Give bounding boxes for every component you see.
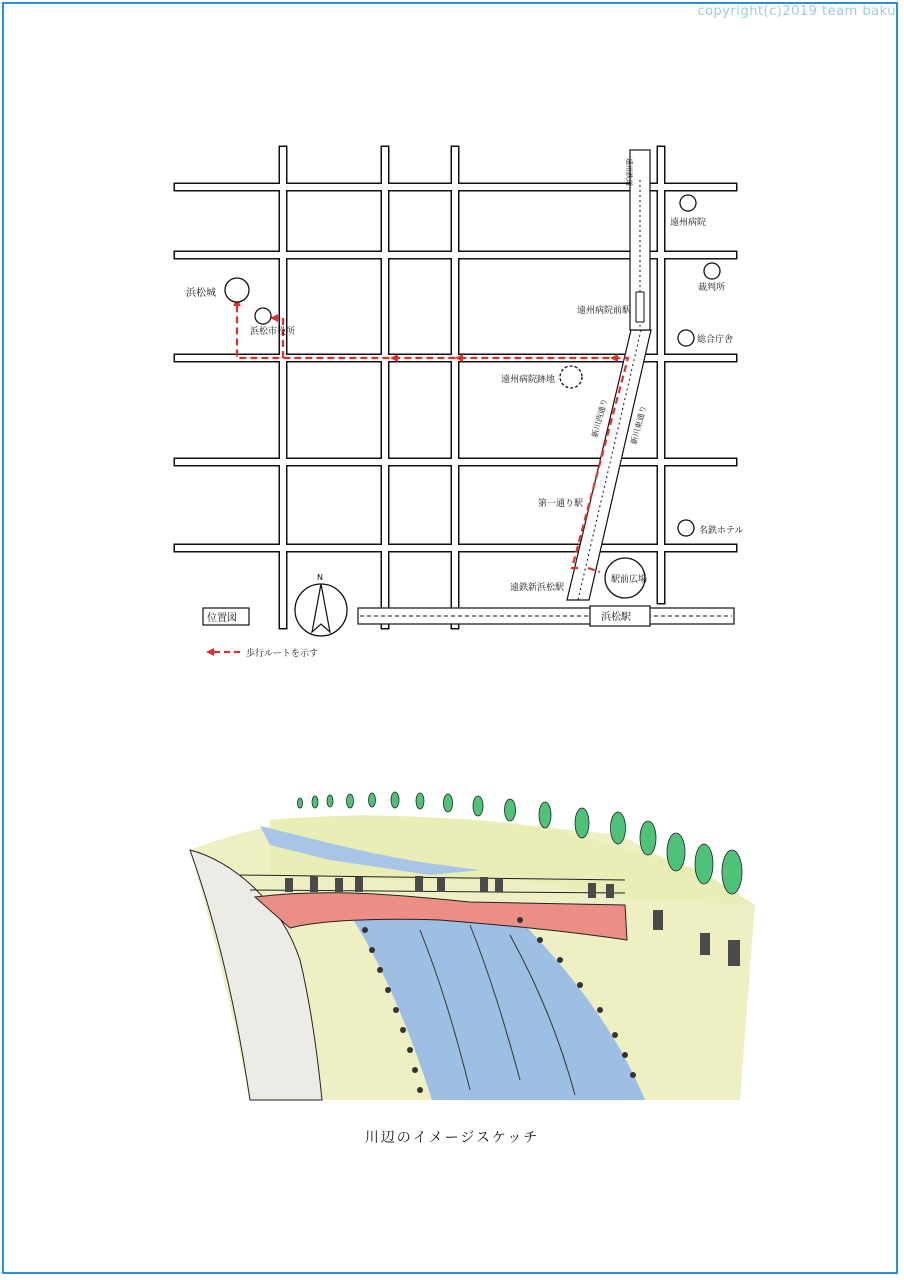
sketch-caption: 川辺のイメージスケッチ bbox=[364, 1130, 540, 1146]
label-map-title: 位置図 bbox=[207, 613, 237, 624]
label-hotel: 名鉄ホテル bbox=[699, 526, 744, 536]
label-hamamatsu-station: 浜松駅 bbox=[601, 612, 631, 623]
label-enshu-railway: 遠州鉄道 bbox=[625, 158, 633, 186]
label-shinkawa-east: 新川東通り bbox=[629, 404, 649, 446]
label-city-hall: 浜松市役所 bbox=[250, 327, 296, 337]
river-sketch bbox=[190, 792, 755, 1100]
label-hospital-mae-station: 遠州病院前駅 bbox=[577, 306, 632, 316]
label-north: N bbox=[317, 573, 323, 582]
court-marker bbox=[704, 263, 720, 279]
label-court: 裁判所 bbox=[698, 283, 726, 293]
north-compass bbox=[295, 584, 347, 636]
legend-text: 歩行ルートを示す bbox=[246, 649, 319, 659]
city-hall-marker bbox=[255, 308, 271, 324]
jr-railway bbox=[358, 606, 734, 626]
label-hospital-site: 遠州病院跡地 bbox=[501, 375, 556, 385]
walking-route bbox=[237, 305, 628, 572]
hospital-site-marker bbox=[560, 366, 582, 388]
hospital-marker bbox=[680, 195, 696, 211]
label-hospital: 遠州病院 bbox=[670, 218, 707, 228]
legend-line bbox=[206, 648, 240, 656]
copyright-text: copyright(c)2019 team baku bbox=[697, 4, 896, 19]
label-station-plaza: 駅前広場 bbox=[611, 575, 648, 585]
hotel-marker bbox=[678, 520, 694, 536]
label-government-office: 総合庁舎 bbox=[697, 335, 734, 345]
castle-marker bbox=[225, 278, 249, 302]
label-daiichi-station: 第一通り駅 bbox=[538, 499, 584, 509]
label-shin-hamamatsu-station: 遠鉄新浜松駅 bbox=[510, 583, 565, 593]
government-office-marker bbox=[678, 330, 694, 346]
label-castle: 浜松城 bbox=[186, 288, 216, 299]
label-shinkawa-west: 新川西通り bbox=[590, 397, 610, 439]
